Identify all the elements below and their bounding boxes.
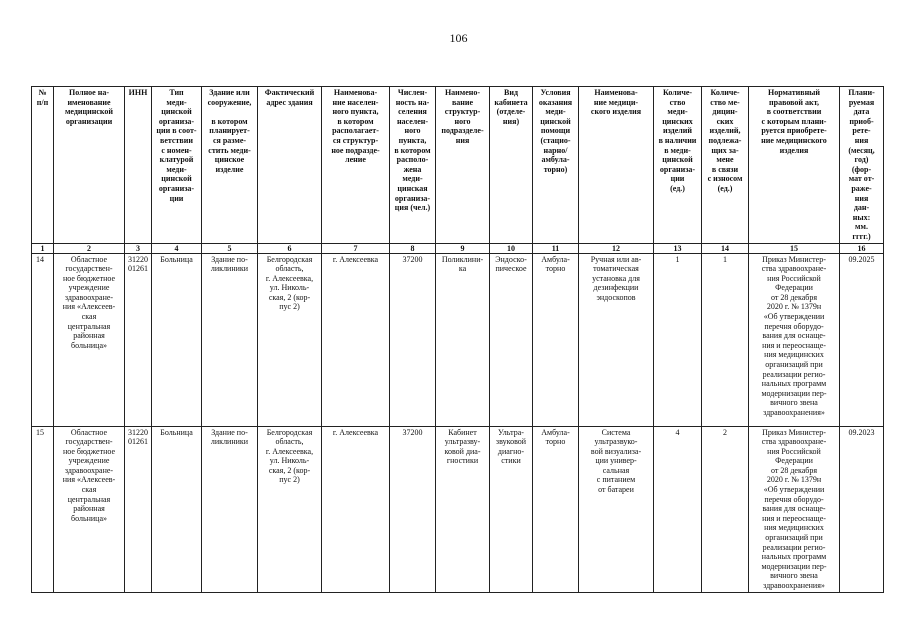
col-header-device-name: Наименова- ние медици- ского изделия bbox=[579, 87, 654, 244]
cell-device-name: Система ультразвуко- вой визуализа- ции универ- сальная с питанием от батареи bbox=[579, 426, 654, 592]
col-number: 7 bbox=[322, 243, 390, 253]
col-number: 3 bbox=[125, 243, 152, 253]
cell-legal-act: Приказ Министер- ства здравоохране- ния Российской Федерации от 28 декабря 2020 г. № 1379н «Об утверждении перечня оборудо- вания для оснаще- ния и переоснаще- ния медицинских организаций при реализации регио- нальных программ модернизации пер- вичного звена здравоохранения» bbox=[749, 253, 840, 426]
col-header-care-conditions: Условия оказания меди- цинской помощи (стацио- нарно/ амбула- торно) bbox=[533, 87, 579, 244]
col-number: 2 bbox=[54, 243, 125, 253]
col-number: 9 bbox=[436, 243, 490, 253]
cell-building: Здание по- ликлиники bbox=[202, 426, 258, 592]
col-header-address: Фактический адрес здания bbox=[258, 87, 322, 244]
col-header-inn: ИНН bbox=[125, 87, 152, 244]
col-number: 1 bbox=[32, 243, 54, 253]
col-header-number: № п/п bbox=[32, 87, 54, 244]
cell-building: Здание по- ликлиники bbox=[202, 253, 258, 426]
table-row bbox=[32, 253, 884, 426]
col-number: 6 bbox=[258, 243, 322, 253]
cell-inn: 31220 01261 bbox=[125, 426, 152, 592]
col-header-settlement: Наименова- ние населен- ного пункта, в котором располагает- ся структур- ное подразде- ление bbox=[322, 87, 390, 244]
cell-legal-act: Приказ Министер- ства здравоохране- ния Российской Федерации от 28 декабря 2020 г. № 1379н «Об утверждении перечня оборудо- вания для оснаще- ния и переоснаще- ния медицинских организаций при реализации регио- нальных программ модернизации пер- вичного звена здравоохранения» bbox=[749, 426, 840, 592]
cell-care-conditions: Амбула- торно bbox=[533, 253, 579, 426]
cell-department: Кабинет ультразву- ковой диа- гностики bbox=[436, 426, 490, 592]
col-number: 5 bbox=[202, 243, 258, 253]
col-header-org-name: Полное на- именование медицинской организации bbox=[54, 87, 125, 244]
col-number: 15 bbox=[749, 243, 840, 253]
cell-number: 15 bbox=[32, 426, 54, 592]
col-header-cabinet-type: Вид кабинета (отделе- ния) bbox=[490, 87, 533, 244]
cell-inn: 31220 01261 bbox=[125, 253, 152, 426]
col-number: 11 bbox=[533, 243, 579, 253]
col-header-devices-available: Количе- ство меди- цинских изделий в наличии в меди- цинской организа- ции (ед.) bbox=[654, 87, 702, 244]
cell-devices-available: 1 bbox=[654, 253, 702, 426]
cell-org-type: Больница bbox=[152, 253, 202, 426]
cell-population: 37200 bbox=[390, 426, 436, 592]
col-number: 10 bbox=[490, 243, 533, 253]
cell-cabinet-type: Ультра- звуковой диагно- стики bbox=[490, 426, 533, 592]
cell-settlement: г. Алексеевка bbox=[322, 426, 390, 592]
cell-address: Белгородская область, г. Алексеевка, ул. Николь- ская, 2 (кор- пус 2) bbox=[258, 426, 322, 592]
col-header-org-type: Тип меди- цинской организа- ции в соот- ветствии с номен- клатурой меди- цинской организа- ции bbox=[152, 87, 202, 244]
col-number: 13 bbox=[654, 243, 702, 253]
column-number-row bbox=[32, 243, 884, 253]
col-header-department: Наимено- вание структур- ного подразделе- ния bbox=[436, 87, 490, 244]
cell-org-name: Областное государствен- ное бюджетное учреждение здравоохране- ния «Алексеев- ская центральная районная больница» bbox=[54, 253, 125, 426]
cell-settlement: г. Алексеевка bbox=[322, 253, 390, 426]
cell-devices-to-replace: 1 bbox=[702, 253, 749, 426]
cell-cabinet-type: Эндоско- пическое bbox=[490, 253, 533, 426]
col-header-planned-date: Плани- руемая дата приоб- рете- ния (месяц, год) (фор- мат от- раже- ния дан- ных: мм. гггг.) bbox=[840, 87, 884, 244]
cell-planned-date: 09.2025 bbox=[840, 253, 884, 426]
equipment-registry-table bbox=[31, 86, 884, 593]
cell-devices-available: 4 bbox=[654, 426, 702, 592]
table-row bbox=[32, 426, 884, 592]
cell-planned-date: 09.2023 bbox=[840, 426, 884, 592]
col-number: 16 bbox=[840, 243, 884, 253]
col-number: 12 bbox=[579, 243, 654, 253]
cell-org-type: Больница bbox=[152, 426, 202, 592]
col-header-population: Числен- ность на- селения населен- ного пункта, в котором располо- жена меди- цинская организа- ция (чел.) bbox=[390, 87, 436, 244]
cell-device-name: Ручная или ав- томатическая установка для дезинфекции эндоскопов bbox=[579, 253, 654, 426]
cell-devices-to-replace: 2 bbox=[702, 426, 749, 592]
col-number: 8 bbox=[390, 243, 436, 253]
header-row bbox=[32, 87, 884, 244]
col-header-legal-act: Нормативный правовой акт, в соответствии с которым плани- руется приобрете- ние медицинского изделия bbox=[749, 87, 840, 244]
page-number: 106 bbox=[449, 31, 468, 45]
col-number: 14 bbox=[702, 243, 749, 253]
cell-care-conditions: Амбула- торно bbox=[533, 426, 579, 592]
cell-department: Поликлини- ка bbox=[436, 253, 490, 426]
cell-address: Белгородская область, г. Алексеевка, ул. Николь- ская, 2 (кор- пус 2) bbox=[258, 253, 322, 426]
cell-number: 14 bbox=[32, 253, 54, 426]
col-number: 4 bbox=[152, 243, 202, 253]
col-header-building: Здание или сооружение, в котором планирует- ся разме- стить меди- цинское изделие bbox=[202, 87, 258, 244]
cell-org-name: Областное государствен- ное бюджетное учреждение здравоохране- ния «Алексеев- ская центральная районная больница» bbox=[54, 426, 125, 592]
cell-population: 37200 bbox=[390, 253, 436, 426]
col-header-devices-to-replace: Количе- ство ме- дицин- ских изделий, подлежа- щих за- мене в связи с износом (ед.) bbox=[702, 87, 749, 244]
